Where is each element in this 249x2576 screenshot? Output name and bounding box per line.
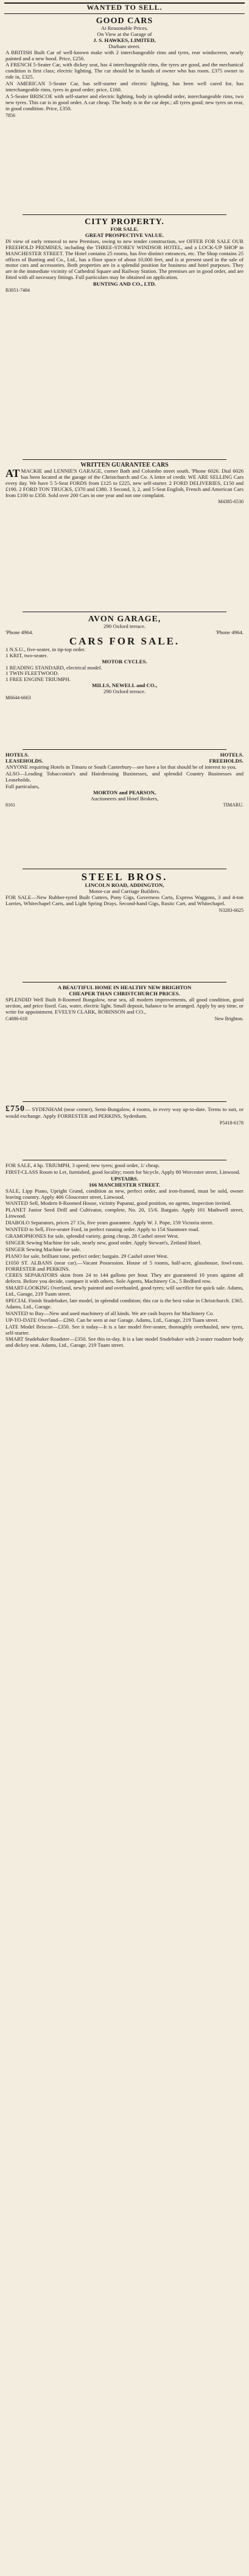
classified-item: PLANET Junior Seed Drill and Cultivator, complete, No. 20, 15/6. Bargain. Apply 101 Mathwell street, Linwood. — [5, 1207, 244, 1219]
hotels-ad — [4, 752, 245, 869]
list-item: 1 FREE ENGINE TRIUMPH. — [5, 676, 71, 683]
ad-paragraph: ANYONE requiring Hotels in Timaru or South Canterbury—see have a lot that should be of interest to you. — [5, 763, 237, 770]
sydenham-ad — [4, 1104, 245, 1160]
ad-line: Auctioneers and Hotel Brokers, — [90, 796, 159, 802]
classified-item: FOR SALE, 4 hp. TRIUMPH, 3 speed; new tyres; good order, 1/ cheap. — [5, 1162, 160, 1168]
classified-item: GRAMOPHONES for sale, splendid variety, going cheap, 28 Cashel street West. — [5, 1232, 179, 1239]
classified-item: 166 MANCHESTER STREET. — [89, 1181, 160, 1188]
divider — [23, 214, 226, 215]
ad-heading: LEASEHOLDS. — [5, 757, 43, 764]
ad-ref: 7856 — [5, 112, 15, 118]
ad-title: AVON GARAGE, — [88, 615, 161, 624]
classified-list — [4, 1162, 245, 2571]
classified-item: SMART Studebaker Roadster—£350. See this to-day. It is a late model Studebaker with 2-seater roadster body and dickey seat. Adams, Ltd., Garage, 219 Tuam street. — [5, 1336, 244, 1349]
ad-line: FOR SALE. — [110, 226, 139, 232]
classified-item: PIANO for sale, brilliant tone, perfect order; bargain. 29 Cashel street West. — [5, 1252, 169, 1259]
ad-firm: MORTON and PEARSON, — [93, 789, 156, 796]
classified-item: SPECIAL Finish Studebaker, late model, in splendid condition; this car is the best value in Christchurch. £365. Adams, Ltd., Garage. — [5, 1297, 244, 1310]
ad-paragraph: MACKIE and LENNIE'S GARAGE, corner Bath and Colombo street south. 'Phone 6026. Dial 6026 has been located at the garage of the Christchurch and Co. A letter of credit. WE ARE SELLING Cars every day. We have 5 5-Seat FORDS from £125 to £225, new self-starter. 2 FORD DELIVERIES, £150 and £190. 2 FORD TON TRUCKS, £370 and £380. 3 Second, 3, 2, and 5-Seat English, French and American Cars from £100 to £350. Sold over 200 Cars in one year and not one complaint. — [5, 467, 244, 498]
ad-paragraph: AN AMERICAN 5-Seater Car, has self-starter and electric lighting, has been well cared for, has interchangeable rims, tyres in good order; price, £160. — [5, 80, 244, 93]
phone: 'Phone 4964. — [216, 629, 244, 635]
ad-ref: M4385-6530 — [218, 499, 244, 505]
ad-title: GOOD CARS — [96, 16, 153, 26]
ad-ref: M6644-6663 — [5, 695, 31, 701]
ad-line: Motor-car and Carriage Builders. — [88, 887, 161, 894]
ad-ref: B3051-7484 — [5, 288, 30, 294]
ad-heading: HOTELS. — [5, 752, 29, 758]
ad-line: J. S. HAWKES, LIMITED, — [93, 37, 156, 43]
drop-cap: AT — [5, 467, 20, 479]
divider — [23, 1101, 226, 1102]
ad-paragraph: A 5-Seater BRISCOE with self-starter and electric lighting, body in splendid order, interchangeable rims, two new tyres. This car is in good order. A car cheap. The body is in the car dept.; all tyres good; new tyres on rear, in good condition. Price, £350. — [5, 93, 244, 111]
ad-line: At Reasonable Prices. — [100, 25, 149, 31]
ad-firm: BUNTING AND CO., LTD. — [93, 281, 156, 288]
ad-paragraph: FOR SALE—New Rubber-tyred Built Cutters, Pony Gigs, Governess Carts, Express Waggons, 3 and 4-ton Lorries, Whitechapel Carts, and Light Spring Drays. Second-hand Gigs, Rustic Cart, and Whitechapel. — [5, 894, 244, 906]
list-item: 1 N.S.U., five-seater, in tip-top order. — [5, 646, 86, 652]
ad-heading: FREEHOLDS. — [209, 757, 244, 764]
ad-title: CHEAPER THAN CHRISTCHURCH PRICES. — [69, 990, 180, 997]
ad-paragraph: A BRITISH Built Car of well-known make with 2 interchangeable rims and tyres, rear windscreen, nearly painted and a new hood. Price, £250. — [5, 49, 244, 62]
classified-item: FIRST-CLASS Room to Let, furnished, good locality; room for bicycle, Apply 80 Worcester street, Linwood. — [5, 1168, 240, 1175]
classified-item: SMART-LOOKING Overland, newly painted and overhauled, good tyres; will sacrifice for quick sale. Adams, Ltd., Garage, 219 Tuam street. — [5, 1285, 244, 1297]
ad-title: WRITTEN GUARANTEE CARS — [80, 462, 169, 468]
classified-item: WANTED to Sell, Five-seater Ford, in perfect running order. Apply to 154 Stanmore road. — [5, 1226, 200, 1233]
classified-item: WANTED Sell, Modern 8-Roomed House, vicinity Papanui, good position, no agents, inspection invited. — [5, 1200, 231, 1207]
good-cars-ad — [4, 16, 245, 214]
ad-line: LINCOLN ROAD, ADDINGTON, — [85, 882, 164, 888]
classified-item: SINGER Sewing Machine for sale. — [5, 1246, 81, 1252]
ad-line: 290 Oxford terrace. — [103, 623, 146, 629]
classified-item: £1050 ST. ALBANS (near car).—Vacant Possession. House of 5 rooms, half-acre, glasshouse, fowl-runs. FORRESTER and PERKINS. — [5, 1259, 244, 1272]
ad-ref: 8161 — [5, 802, 15, 808]
ad-paragraph: ALSO—Leading Tobacconist's and Hairdressing Businesses, and splendid Country Businesses and Leaseholds. — [5, 770, 244, 783]
ad-title: CITY PROPERTY. — [85, 217, 164, 227]
written-guarantee-ad — [4, 462, 245, 612]
ad-line: Durham street. — [108, 43, 141, 49]
phone: 'Phone 4964. — [5, 629, 33, 635]
price: £750 — [5, 1104, 25, 1113]
classified-item: WANTED to Buy—New and used machinery of all kinds. We are cash buyers for Machinery Co. — [5, 1310, 214, 1316]
steel-bros-ad — [4, 871, 245, 982]
ad-heading: HOTELS. — [220, 752, 244, 758]
ad-paragraph: — SYDENHAM (near corner), Semi-Bungalow, 4 rooms, in every way up-to-date. Terms to suit, or would exchange. Apply FORRESTER and PERKINS, Sydenham. — [5, 1106, 244, 1119]
list-item: 1 KRIT, two-seater. — [5, 652, 48, 658]
classified-item: LATE Model Briscoe—£350. See it today—It is a late model five-seater, thoroughly overhauled, new tyres, self-starter. — [5, 1323, 244, 1336]
classified-item: SINGER Sewing Machine for sale, nearly new, good order. Apply Stewart's, Zetland Hotel. — [5, 1239, 202, 1246]
list-item: 1 READING STANDARD, electrical model. — [5, 664, 102, 671]
ad-firm: MILLS, NEWELL and CO., — [91, 682, 158, 689]
classified-item: UP-TO-DATE Overland—£260. Can be seen at our Garage. Adams, Ltd., Garage, 219 Tuam street. — [5, 1316, 219, 1323]
ad-paragraph: IN view of early removal to new Premises, owing to new tender construction, we OFFER FOR SALE OUR FREEHOLD PREMISES, including the THREE-STOREY WINDSOR HOTEL, and a LOCK-UP SHOP in MANCHESTER STREET. The Hotel contains 25 rooms, has five distinct entrances, etc. The Shop contains 25 offices of Bunting and Co., Ltd., has a floor space of about 10,000 feet, and is at present used in the sale of motor cars and accessories. Both properties are in a splendid position for business and hotel purposes. They are in the immediate vicinity of Cathedral Square and Railway Station. The premises are in good order, and are fitted with all necessary fittings. Full particulars may be obtained on application. — [5, 238, 244, 281]
ad-paragraph: Full particulars, — [5, 783, 40, 789]
classified-item: DIABOLO Separators, prices 27 15s, five years guarantee. Apply W. J. Pope, 159 Victoria street. — [5, 1219, 214, 1226]
ad-heading: CARS FOR SALE. — [69, 635, 180, 647]
ad-ref: C4086-618 — [5, 1015, 27, 1022]
ad-ref: P5418-6178 — [219, 1120, 244, 1126]
ad-title: STEEL BROS. — [81, 871, 168, 883]
ad-ref: N3283-6625 — [219, 907, 244, 913]
classified-item: SALE, Lipp Piano, Upright Grand, condition as new, perfect order, and iron-framed, must be sold, owner leaving country. Apply 466 Gloucester street, Linwood. — [5, 1187, 244, 1200]
divider — [23, 459, 226, 460]
classified-item: UPSTAIRS. — [110, 1175, 139, 1182]
list-item: 1 TWIN FLEETWOOD. — [5, 670, 59, 677]
new-brighton-home-ad — [4, 984, 245, 1101]
avon-garage-ad — [4, 614, 245, 749]
divider — [23, 749, 226, 750]
section-header: WANTED TO SELL. — [4, 2, 245, 14]
classified-item: CERES SEPARATORS skim from 24 to 144 gallons per hour. They are guaranteed 10 years against all defects. Before you decide, compare it with others. Sole Agents, Machinery Co., 5 Bedford row. — [5, 1272, 244, 1285]
ad-line: 290 Oxford terrace. — [103, 688, 146, 695]
newspaper-column — [4, 0, 245, 2576]
ad-heading: MOTOR CYCLES. — [102, 658, 147, 665]
divider — [23, 982, 226, 983]
ad-paragraph: A FRENCH 5-Seater Car, with dickey seat, has 4 interchangeable rims, the tyres are good, and the mechanical condition is first class; electric lighting. The car should be in hands of owner who has room. £375 owner to ride in, £325. — [5, 62, 244, 80]
ad-title: A BEAUTIFUL HOME IN HEALTHY NEW BRIGHTON — [57, 984, 192, 990]
ad-ref: TIMARU. — [223, 802, 244, 808]
ad-line: On View at the Garage of — [97, 30, 152, 37]
ad-paragraph: SPLENDID Well Built 8-Roomed Bungalow, near sea, all modern improvements, all good condition, good section, and price fixed. Gas, water, electric light. Small deposit, balance to be arranged. Apply by any time, or write for appointment. EVELYN CLARK, ROBINSON and CO., — [5, 996, 244, 1015]
ad-line: GREAT PROSPECTIVE VALUE. — [85, 231, 164, 238]
city-property-ad — [4, 217, 245, 459]
ad-ref: New Brighton. — [214, 1015, 244, 1022]
